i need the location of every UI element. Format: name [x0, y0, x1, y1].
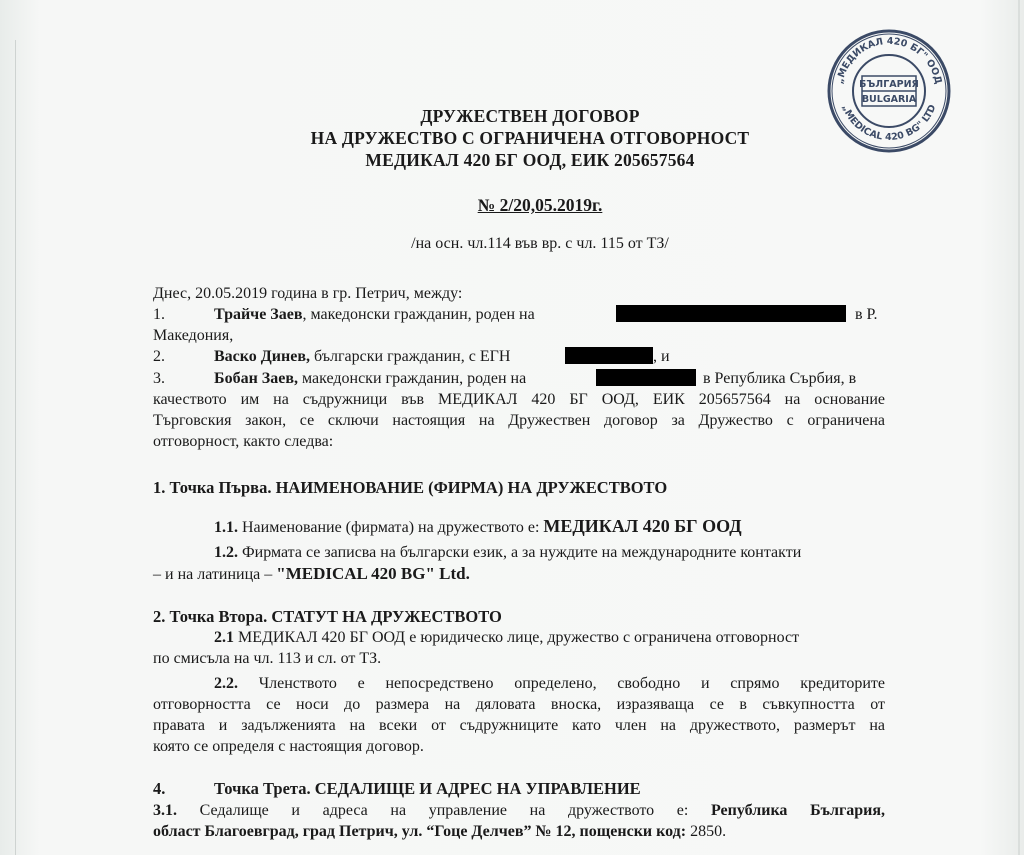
clause-2-1-continuation: по смисъла на чл. 113 и сл. от ТЗ.	[153, 650, 382, 667]
party-1-number: 1.	[153, 306, 165, 323]
redaction-bar	[596, 369, 696, 386]
party-3-line	[214, 368, 526, 389]
title-line-3: МЕДИКАЛ 420 БГ ООД, ЕИК 205657564	[365, 150, 695, 170]
party-1-text: , македонски гражданин, роден на	[302, 306, 535, 323]
section-1-heading: 1. Точка Първа. НАИМЕНОВАНИЕ (ФИРМА) НА ДРУЖЕСТВОТО	[153, 478, 668, 497]
intro-continuation-2: Търговския закон, се сключи настоящия на Дружествен договор за Дружество с ограничена	[153, 412, 885, 429]
clause-3-1	[153, 800, 885, 821]
legal-basis: /на осн. чл.114 във вр. с чл. 115 от ТЗ/	[411, 235, 669, 252]
company-name: МЕДИКАЛ 420 БГ ООД	[543, 516, 742, 536]
stamp-text: „MEDICAL 420 BG" LTD	[839, 103, 939, 144]
stamp-text: „МЕДИКАЛ 420 БГ" ООД	[834, 35, 944, 86]
clause-3-1-country: Република България,	[710, 802, 885, 819]
title-line-1: ДРУЖЕСТВЕН ДОГОВОР	[420, 106, 640, 126]
company-seal	[826, 28, 952, 154]
clause-1-2-continuation	[153, 563, 470, 585]
party-2-number: 2.	[153, 348, 165, 365]
clause-2-1	[214, 627, 799, 648]
clause-2-2-line-2: отговорността се носи до размера на дяловата вноска, изразяваща се в съвкупността от	[153, 696, 885, 713]
clause-3-1-number: 3.1.	[153, 802, 177, 819]
party-2-text: български гражданин, с ЕГН	[309, 348, 511, 365]
clause-1-1	[214, 516, 742, 538]
clause-1-2	[214, 542, 801, 563]
title-line-2: НА ДРУЖЕСТВО С ОГРАНИЧЕНА ОТГОВОРНОСТ	[310, 128, 750, 148]
party-1-name: Трайче Заев	[214, 306, 303, 323]
stamp-center-text: БЪЛГАРИЯ	[859, 79, 919, 90]
document-number: № 2/20,05.2019г.	[477, 195, 603, 215]
clause-3-1-text: Седалище и адреса на управление на дружеството е:	[177, 802, 711, 819]
party-2-name: Васко Динев,	[214, 348, 310, 365]
clause-3-1-postcode: 2850.	[686, 823, 727, 840]
section-2-heading: 2. Точка Втора. СТАТУТ НА ДРУЖЕСТВОТО	[153, 607, 502, 626]
redaction-bar	[616, 305, 846, 322]
clause-2-2-text: Членството е непосредствено определено, свободно и спрямо кредиторите	[238, 675, 885, 692]
party-3-end: в Република Сърбия, в	[703, 370, 857, 387]
party-3-text: македонски гражданин, роден на	[297, 370, 527, 387]
latin-company-name: "MEDICAL 420 BG" Ltd.	[276, 564, 470, 583]
party-1-continuation: Македония,	[153, 327, 234, 344]
clause-3-1-address: област Благоевград, град Петрич, ул. “Гоце Делчев” № 12, пощенски код:	[153, 823, 687, 840]
clause-2-1-number: 2.1	[214, 629, 234, 646]
party-2-line	[214, 346, 510, 367]
scan-right-edge	[1018, 0, 1020, 855]
party-3-name: Бобан Заев,	[214, 370, 298, 387]
clause-2-2-line-3: правата и задълженията на всеки от съдружниците като член на дружеството, размерът на	[153, 717, 885, 734]
section-3-heading: Точка Трета. СЕДАЛИЩЕ И АДРЕС НА УПРАВЛЕНИЕ	[214, 779, 641, 798]
party-1-end: в Р.	[855, 306, 878, 323]
clause-1-2-cont-text: – и на латиница –	[153, 566, 277, 583]
clause-2-2-line-4: която се определя с настоящия договор.	[153, 738, 424, 755]
clause-2-1-text: МЕДИКАЛ 420 БГ ООД е юридическо лице, дружество с ограничена отговорност	[234, 629, 800, 646]
party-1-line	[214, 304, 535, 325]
party-2-end: , и	[653, 348, 670, 365]
redaction-bar	[565, 347, 653, 364]
intro-line: Днес, 20.05.2019 година в гр. Петрич, между:	[153, 285, 463, 302]
clause-3-1-line-2	[153, 821, 726, 842]
scan-edge-line	[15, 40, 16, 855]
stamp-center-text: BULGARIA	[861, 94, 917, 105]
clause-2-2	[214, 673, 885, 694]
party-3-number: 3.	[153, 370, 165, 387]
clause-2-2-number: 2.2.	[214, 675, 238, 692]
clause-1-2-number: 1.2.	[214, 544, 238, 561]
document-title	[290, 105, 770, 171]
section-3-number: 4.	[153, 779, 166, 798]
intro-continuation-1: качеството им на съдружници във МЕДИКАЛ 420 БГ ООД, ЕИК 205657564 на основание	[153, 391, 885, 408]
intro-continuation-3: отговорност, както следва:	[153, 433, 334, 450]
clause-1-2-text: Фирмата се записва на български език, а за нуждите на международните контакти	[238, 544, 802, 561]
clause-1-1-text: Наименование (фирмата) на дружеството е:	[238, 519, 544, 536]
clause-1-1-number: 1.1.	[214, 519, 238, 536]
